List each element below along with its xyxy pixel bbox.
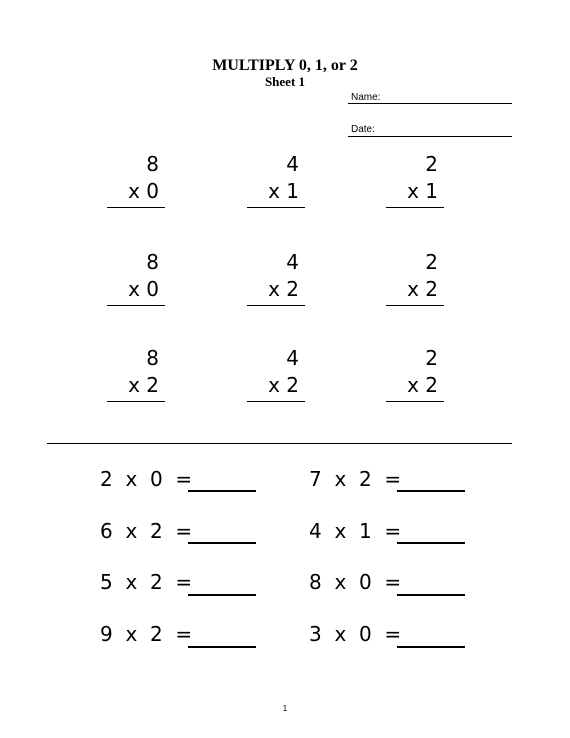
problem-multiplicand: 8 bbox=[146, 346, 159, 370]
answer-blank bbox=[397, 594, 465, 596]
horizontal-problem: 4 x 1 = bbox=[309, 519, 402, 543]
problem-multiplier: x 2 bbox=[407, 277, 438, 301]
answer-line bbox=[386, 401, 444, 402]
vertical-problem bbox=[105, 346, 165, 426]
name-label: Name: bbox=[351, 92, 381, 103]
vertical-problem bbox=[245, 346, 305, 426]
vertical-problem bbox=[384, 346, 444, 426]
date-label: Date: bbox=[351, 124, 375, 135]
vertical-problem bbox=[245, 250, 305, 330]
problem-multiplicand: 4 bbox=[286, 346, 299, 370]
problem-multiplier: x 0 bbox=[128, 277, 159, 301]
problem-multiplicand: 8 bbox=[146, 152, 159, 176]
problem-multiplicand: 2 bbox=[425, 152, 438, 176]
date-field-line bbox=[348, 136, 512, 137]
problem-multiplicand: 4 bbox=[286, 250, 299, 274]
answer-blank bbox=[397, 542, 465, 544]
answer-blank bbox=[397, 646, 465, 648]
answer-blank bbox=[188, 646, 256, 648]
horizontal-problem: 9 x 2 = bbox=[100, 622, 193, 646]
answer-line bbox=[247, 207, 305, 208]
worksheet-subtitle: Sheet 1 bbox=[264, 74, 306, 89]
horizontal-problem: 7 x 2 = bbox=[309, 467, 402, 491]
answer-line bbox=[247, 401, 305, 402]
vertical-problem bbox=[105, 250, 165, 330]
horizontal-problem: 6 x 2 = bbox=[100, 519, 193, 543]
problem-multiplier: x 2 bbox=[407, 373, 438, 397]
section-divider bbox=[47, 443, 512, 444]
answer-line bbox=[107, 305, 165, 306]
problem-multiplier: x 2 bbox=[268, 373, 299, 397]
name-field-line bbox=[348, 103, 512, 104]
horizontal-problem: 5 x 2 = bbox=[100, 570, 193, 594]
horizontal-problem: 8 x 0 = bbox=[309, 570, 402, 594]
answer-blank bbox=[188, 542, 256, 544]
vertical-problem bbox=[105, 152, 165, 232]
page-number: 1 bbox=[282, 704, 288, 713]
problem-multiplier: x 1 bbox=[407, 179, 438, 203]
answer-blank bbox=[188, 594, 256, 596]
problem-multiplicand: 4 bbox=[286, 152, 299, 176]
problem-multiplicand: 8 bbox=[146, 250, 159, 274]
vertical-problem bbox=[384, 152, 444, 232]
horizontal-problem: 3 x 0 = bbox=[309, 622, 402, 646]
problem-multiplier: x 0 bbox=[128, 179, 159, 203]
horizontal-problem: 2 x 0 = bbox=[100, 467, 193, 491]
answer-blank bbox=[397, 490, 465, 492]
vertical-problem bbox=[384, 250, 444, 330]
answer-line bbox=[107, 401, 165, 402]
problem-multiplicand: 2 bbox=[425, 250, 438, 274]
answer-line bbox=[107, 207, 165, 208]
vertical-problem bbox=[245, 152, 305, 232]
problem-multiplicand: 2 bbox=[425, 346, 438, 370]
answer-blank bbox=[188, 490, 256, 492]
problem-multiplier: x 1 bbox=[268, 179, 299, 203]
problem-multiplier: x 2 bbox=[268, 277, 299, 301]
answer-line bbox=[247, 305, 305, 306]
answer-line bbox=[386, 305, 444, 306]
problem-multiplier: x 2 bbox=[128, 373, 159, 397]
worksheet-title: MULTIPLY 0, 1, or 2 bbox=[212, 57, 358, 74]
answer-line bbox=[386, 207, 444, 208]
